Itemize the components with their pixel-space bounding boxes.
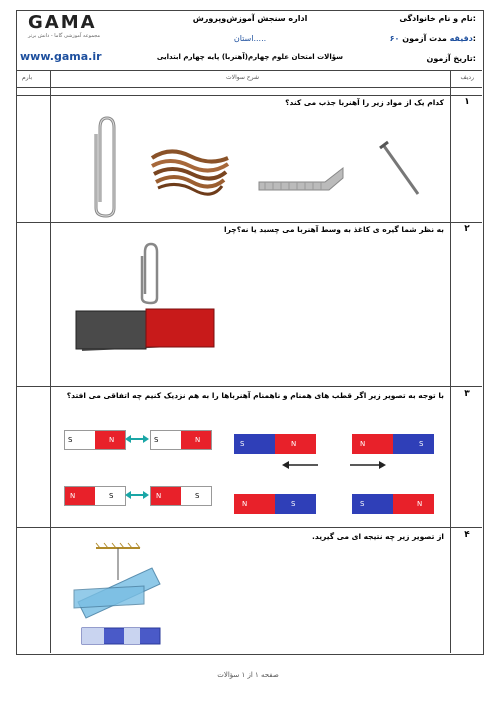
small-magnet — [64, 486, 126, 506]
magnet-pole-n: N — [65, 487, 95, 505]
magnet-pole-s: S — [352, 494, 393, 514]
duration-row — [390, 34, 476, 43]
magnet-pole-s: S — [95, 487, 125, 505]
duration-label: مدت آزمون: — [402, 34, 476, 43]
office-label: اداره سنجش آموزش‌وپرورش — [192, 14, 308, 23]
bar-magnet-image — [72, 305, 218, 355]
magnet-pole-s: S — [393, 434, 434, 454]
separator — [16, 95, 482, 96]
large-magnet — [234, 494, 316, 514]
large-magnet — [352, 494, 434, 514]
magnet-pole-s: S — [65, 431, 95, 449]
small-magnet — [150, 430, 212, 450]
magnet-pole-s: S — [151, 431, 181, 449]
question-text: از تصویر زیر چه نتیجه ای می گیرید. — [312, 532, 444, 541]
hanging-magnet-image — [70, 540, 170, 648]
magnet-pole-n: N — [234, 494, 275, 514]
magnet-pole-s: S — [234, 434, 275, 454]
nail-image — [378, 140, 424, 200]
arrow-left-icon — [282, 460, 318, 470]
row-column-divider — [450, 70, 451, 653]
question-text: به نظر شما گیره ی کاغذ به وسط آهنربا می چسبد یا نه؟چرا — [224, 225, 444, 234]
question-number: ۴ — [464, 530, 470, 540]
row-header: ردیف — [460, 74, 474, 81]
logo-text: GAMA — [28, 12, 97, 33]
separator — [16, 527, 482, 528]
large-magnet — [234, 434, 316, 454]
score-column-divider — [50, 70, 51, 653]
magnet-pole-n: N — [352, 434, 393, 454]
small-magnet — [150, 486, 212, 506]
double-arrow-icon — [125, 432, 149, 446]
question-text: با توجه به تصویر زیر اگر قطب های همنام و ناهمنام آهنرباها را به هم نزدیک کنیم چه اتفاقی می افتد؟ — [66, 391, 444, 400]
separator — [16, 386, 482, 387]
large-magnet — [352, 434, 434, 454]
magnet-pole-n: N — [151, 487, 181, 505]
duration-value: ۶۰ دقیقه — [389, 34, 473, 43]
question-number: ۳ — [464, 389, 470, 399]
magnet-pole-s: S — [181, 487, 211, 505]
magnet-pole-n: N — [275, 434, 316, 454]
website-link[interactable]: www.gama.ir — [20, 50, 102, 63]
table-header — [16, 70, 482, 88]
magnet-pole-s: S — [275, 494, 316, 514]
arrow-right-icon — [350, 460, 386, 470]
paperclip-image — [136, 240, 166, 306]
staples-image — [255, 162, 347, 194]
province-label: استان..... — [233, 34, 267, 43]
paperclip-image — [90, 112, 122, 220]
date-label: تاریخ آزمون: — [426, 54, 476, 63]
double-arrow-icon — [125, 488, 149, 502]
name-label: نام و نام خانوادگی: — [399, 14, 476, 23]
score-header: بارم — [22, 74, 33, 81]
separator — [16, 222, 482, 223]
magnet-pole-n: N — [95, 431, 125, 449]
question-number: ۱ — [464, 97, 470, 107]
small-magnet — [64, 430, 126, 450]
question-number: ۲ — [464, 224, 470, 234]
question-text: کدام یک از مواد زیر را آهنربا جذب می کند؟ — [285, 98, 444, 107]
gama-logo — [28, 12, 101, 39]
copper-wire-image — [150, 138, 230, 198]
logo-subtitle: مجموعه آموزشی گاما - دانش برتر — [28, 33, 101, 39]
exam-title: سؤالات امتحان علوم چهارم(آهنربا) پایه چهارم ابتدایی — [156, 53, 344, 61]
desc-header: شرح سوالات — [226, 74, 259, 81]
magnet-pole-n: N — [393, 494, 434, 514]
page-footer: صفحه ۱ از ۱ سؤالات — [217, 671, 279, 679]
magnet-pole-n: N — [181, 431, 211, 449]
